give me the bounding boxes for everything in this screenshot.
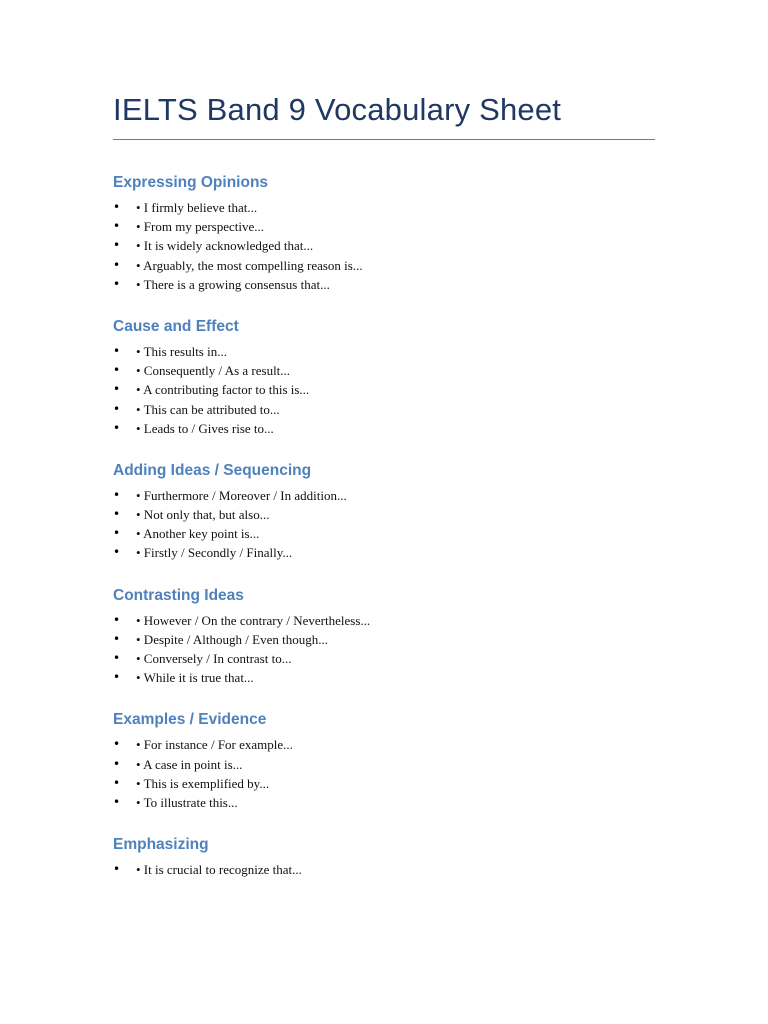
bullet-icon: • (113, 420, 121, 435)
bullet-icon: • (113, 526, 121, 541)
list-item (113, 342, 673, 361)
bullet-icon: • (113, 382, 121, 397)
section-heading: Emphasizing (113, 836, 209, 854)
document-title: IELTS Band 9 Vocabulary Sheet (113, 92, 562, 127)
bullet-icon: • (113, 401, 121, 416)
bullet-icon: • (113, 363, 121, 378)
section-heading: Contrasting Ideas (113, 586, 244, 604)
list-item-text: • From my perspective... (136, 219, 265, 235)
bullet-icon: • (113, 737, 121, 752)
list-item-text: • It is crucial to recognize that... (136, 862, 302, 878)
section-heading: Examples / Evidence (113, 711, 267, 729)
list-item (113, 361, 673, 380)
list-item (113, 217, 673, 236)
list-item (113, 486, 673, 505)
bullet-list (113, 342, 673, 438)
list-item-text: • I firmly believe that... (136, 200, 258, 215)
list-item-text: • This results in... (136, 343, 227, 359)
section (113, 833, 673, 879)
list-item-text: • There is a growing consensus that... (136, 276, 330, 292)
bullet-icon: • (113, 545, 121, 560)
section (113, 171, 673, 294)
bullet-icon: • (113, 612, 121, 627)
list-item-text: • To illustrate this... (136, 794, 238, 810)
bullet-list (113, 486, 673, 563)
list-item-text: • Not only that, but also... (136, 507, 270, 523)
bullet-list (113, 198, 673, 294)
bullet-icon: • (113, 651, 121, 665)
bullet-icon: • (113, 219, 121, 234)
section (113, 459, 673, 563)
bullet-icon: • (113, 631, 121, 646)
list-item (113, 649, 673, 668)
list-item-text: • Arguably, the most compelling reason is... (136, 257, 363, 273)
bullet-icon: • (113, 775, 121, 790)
bullet-list (113, 611, 673, 688)
list-item (113, 735, 673, 754)
list-item (113, 380, 673, 399)
list-item (113, 793, 673, 812)
bullet-icon: • (113, 670, 121, 685)
list-item-text: • A contributing factor to this is... (136, 382, 310, 398)
list-item-text: • Leads to / Gives rise to... (136, 420, 274, 436)
list-item-text: • For instance / For example... (136, 737, 293, 753)
section (113, 315, 673, 438)
bullet-icon: • (113, 862, 121, 877)
list-item-text: • Firstly / Secondly / Finally... (136, 545, 293, 561)
list-item (113, 524, 673, 543)
list-item (113, 400, 673, 419)
list-item-text: • Conversely / In contrast to... (136, 651, 292, 666)
sections-container (113, 171, 673, 900)
list-item (113, 755, 673, 774)
bullet-icon: • (113, 238, 121, 253)
title-underline (113, 139, 655, 140)
list-item (113, 543, 673, 562)
list-item (113, 774, 673, 793)
list-item (113, 256, 673, 275)
bullet-icon: • (113, 257, 121, 272)
list-item (113, 275, 673, 294)
bullet-icon: • (113, 487, 121, 502)
bullet-list (113, 735, 673, 812)
bullet-icon: • (113, 756, 121, 771)
list-item-text: • This can be attributed to... (136, 401, 280, 417)
bullet-icon: • (113, 276, 121, 291)
list-item-text: • Furthermore / Moreover / In addition... (136, 487, 347, 503)
list-item-text: • Despite / Although / Even though... (136, 631, 328, 647)
bullet-icon: • (113, 343, 121, 358)
list-item (113, 860, 673, 879)
list-item-text: • While it is true that... (136, 670, 254, 686)
list-item (113, 630, 673, 649)
list-item-text: • Another key point is... (136, 526, 260, 542)
list-item-text: • This is exemplified by... (136, 775, 270, 791)
section-heading: Adding Ideas / Sequencing (113, 461, 312, 479)
list-item (113, 419, 673, 438)
list-item (113, 236, 673, 255)
section (113, 584, 673, 688)
bullet-icon: • (113, 794, 121, 809)
section-heading: Cause and Effect (113, 317, 239, 335)
bullet-list (113, 860, 673, 879)
bullet-icon: • (113, 200, 121, 214)
section (113, 708, 673, 812)
list-item (113, 611, 673, 630)
list-item-text: • However / On the contrary / Nevertheless... (136, 612, 371, 628)
list-item-text: • Consequently / As a result... (136, 363, 291, 379)
list-item (113, 505, 673, 524)
list-item (113, 198, 673, 217)
list-item-text: • It is widely acknowledged that... (136, 238, 314, 254)
list-item (113, 668, 673, 687)
bullet-icon: • (113, 507, 121, 522)
section-heading: Expressing Opinions (113, 174, 269, 191)
list-item-text: • A case in point is... (136, 756, 243, 772)
